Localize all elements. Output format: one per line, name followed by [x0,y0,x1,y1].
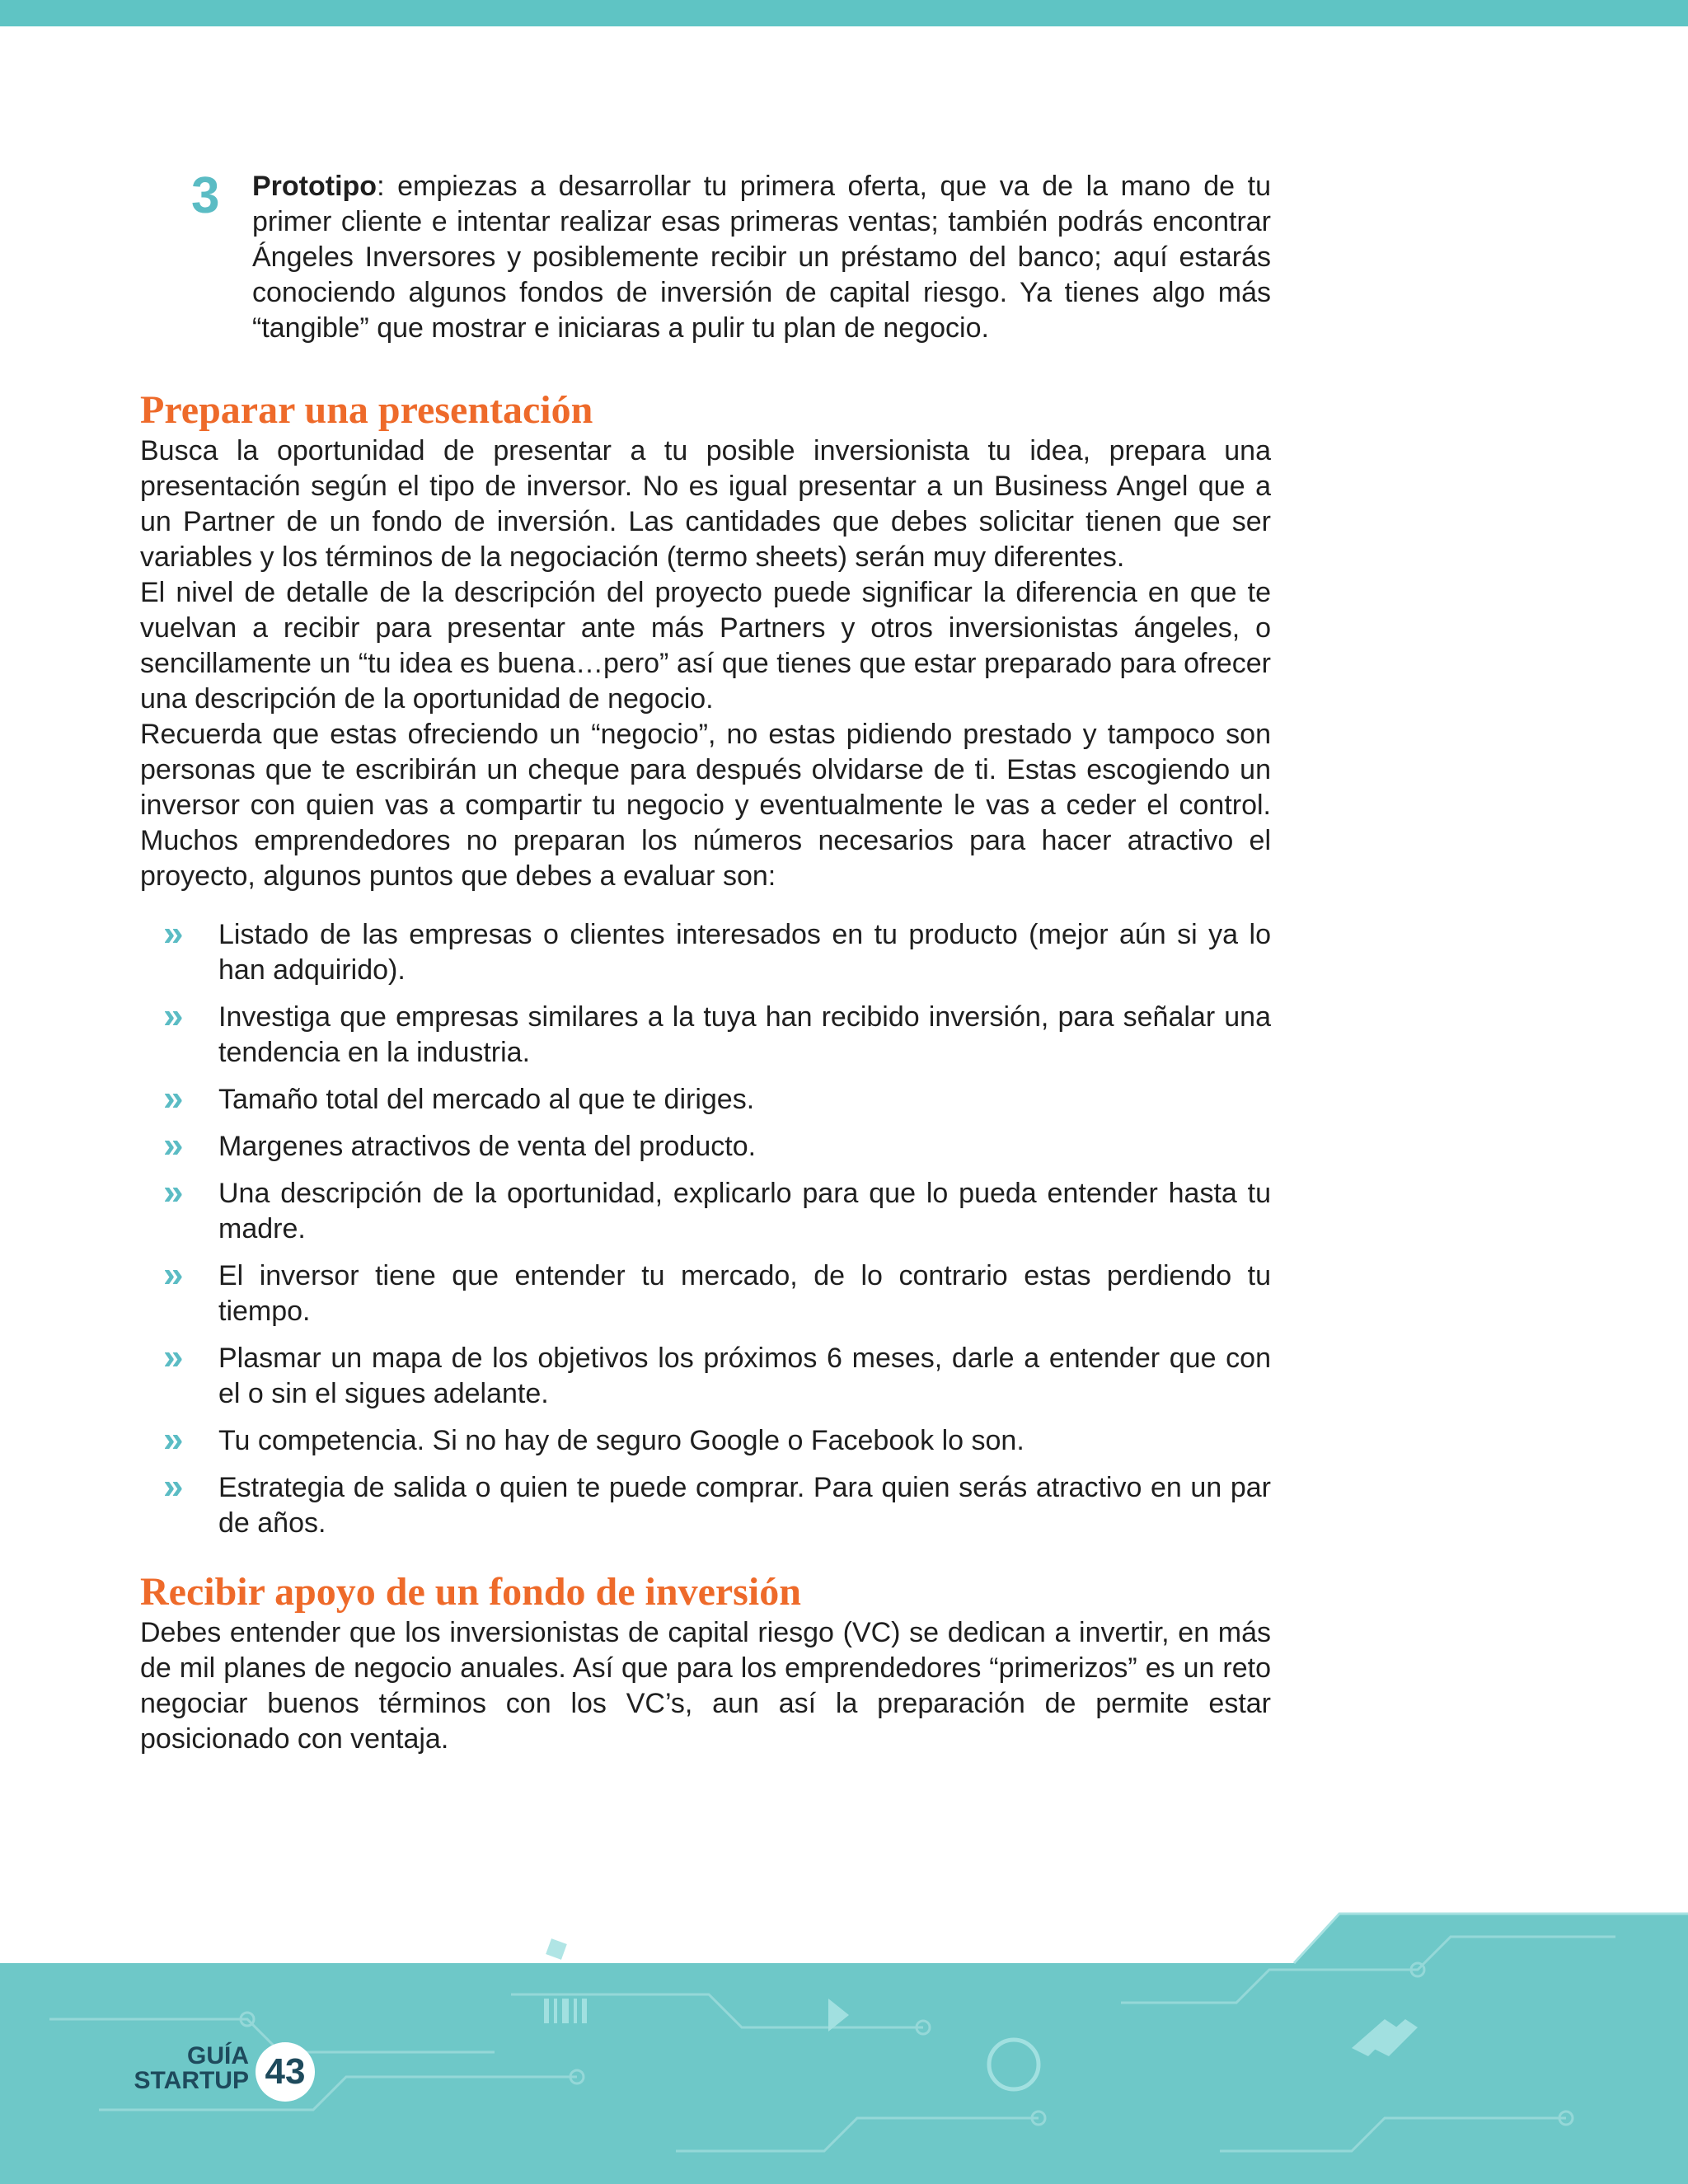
double-chevron-icon: » [163,1419,184,1460]
paragraph-1: Busca la oportunidad de presentar a tu posible inversionista tu idea, prepara una presentación según el tipo de inversor. No es igual presentar a un Business Angel que a un Partner de un fondo de inversión. Las cantidades que debes solicitar tienen que ser variables y los términos de la negociación (termo sheets) serán muy diferentes. [140,435,1271,573]
prototype-item [140,169,1271,346]
list-item: » Plasmar un mapa de los objetivos los próximos 6 meses, darle a entender que con el o sin el sigues adelante. [163,1337,1271,1409]
list-item: » El inversor tiene que entender tu mercado, de lo contrario estas perdiendo tu tiempo. [163,1254,1271,1327]
list-item: » Estrategia de salida o quien te puede comprar. Para quien serás atractivo en un par de años. [163,1466,1271,1539]
double-chevron-icon: » [163,996,184,1036]
section-heading-investment-fund: Recibir apoyo de un fondo de inversión [140,1570,801,1614]
page-content [140,169,1271,1757]
step-number: 3 [191,167,220,224]
list-item: » Una descripción de la oportunidad, explicarlo para que lo pueda entender hasta tu madre. [163,1172,1271,1244]
list-item: » Listado de las empresas o clientes interesados en tu producto (mejor aún si ya lo han adquirido). [163,913,1271,986]
prototype-text [252,169,1271,346]
footer-guia-label: GUÍA [187,2042,249,2069]
list-item: » Investiga que empresas similares a la tuya han recibido inversión, para señalar una tendencia en la industria. [163,996,1271,1068]
double-chevron-icon: » [163,1078,184,1118]
double-chevron-icon: » [163,1337,184,1377]
double-chevron-icon: » [163,1466,184,1507]
top-accent-bar [0,0,1688,26]
double-chevron-icon: » [163,913,184,954]
section-heading-presentation: Preparar una presentación [140,388,593,432]
page-number-badge: 43 [256,2042,315,2102]
footer-brand [132,2044,249,2093]
paragraph-2: El nivel de detalle de la descripción del proyecto puede significar la diferencia en que te vuelvan a recibir para presentar ante más Partners y otros inversionistas ángeles, o sencillamente un “tu idea es buena…pero” así que tienes que estar preparado para ofrecer una descripción de la oportunidad de negocio. [140,577,1271,715]
double-chevron-icon: » [163,1172,184,1212]
list-item: » Tamaño total del mercado al que te diriges. [163,1078,755,1118]
paragraph-3: Recuerda que estas ofreciendo un “negocio”, no estas pidiendo prestado y tampoco son personas que te escribirán un cheque para después olvidarse de ti. Estas escogiendo un inversor con quien vas a compartir tu negocio y eventualmente le vas a ceder el control. Muchos emprendedores no preparan los números necesarios para hacer atractivo el proyecto, algunos puntos que debes a evaluar son: [140,719,1271,892]
footer-startup-label: STARTUP [134,2067,249,2094]
prototype-term: Prototipo [252,171,377,202]
double-chevron-icon: » [163,1254,184,1295]
prototype-description: : empiezas a desarrollar tu primera oferta, que va de la mano de tu primer cliente e intentar realizar esas primeras ventas; también podrás encontrar Ángeles Inversores y posiblemente recibir un préstamo del banco; aquí estarás conociendo algunos fondos de inversión de capital riesgo. Ya tienes algo más “tangible” que mostrar e iniciaras a pulir tu plan de negocio. [252,171,1271,344]
list-item: » Tu competencia. Si no hay de seguro Google o Facebook lo son. [163,1419,1025,1460]
evaluation-points-list [140,913,1271,1541]
paragraph-4: Debes entender que los inversionistas de capital riesgo (VC) se dedican a invertir, en más de mil planes de negocio anuales. Así que para los emprendedores “primerizos” es un reto negociar buenos términos con los VC’s, aun así la preparación de permite estar posicionado con ventaja. [140,1617,1271,1755]
footer-circuit-banner [0,1904,1688,2184]
double-chevron-icon: » [163,1125,184,1165]
list-item: » Margenes atractivos de venta del producto. [163,1125,757,1165]
